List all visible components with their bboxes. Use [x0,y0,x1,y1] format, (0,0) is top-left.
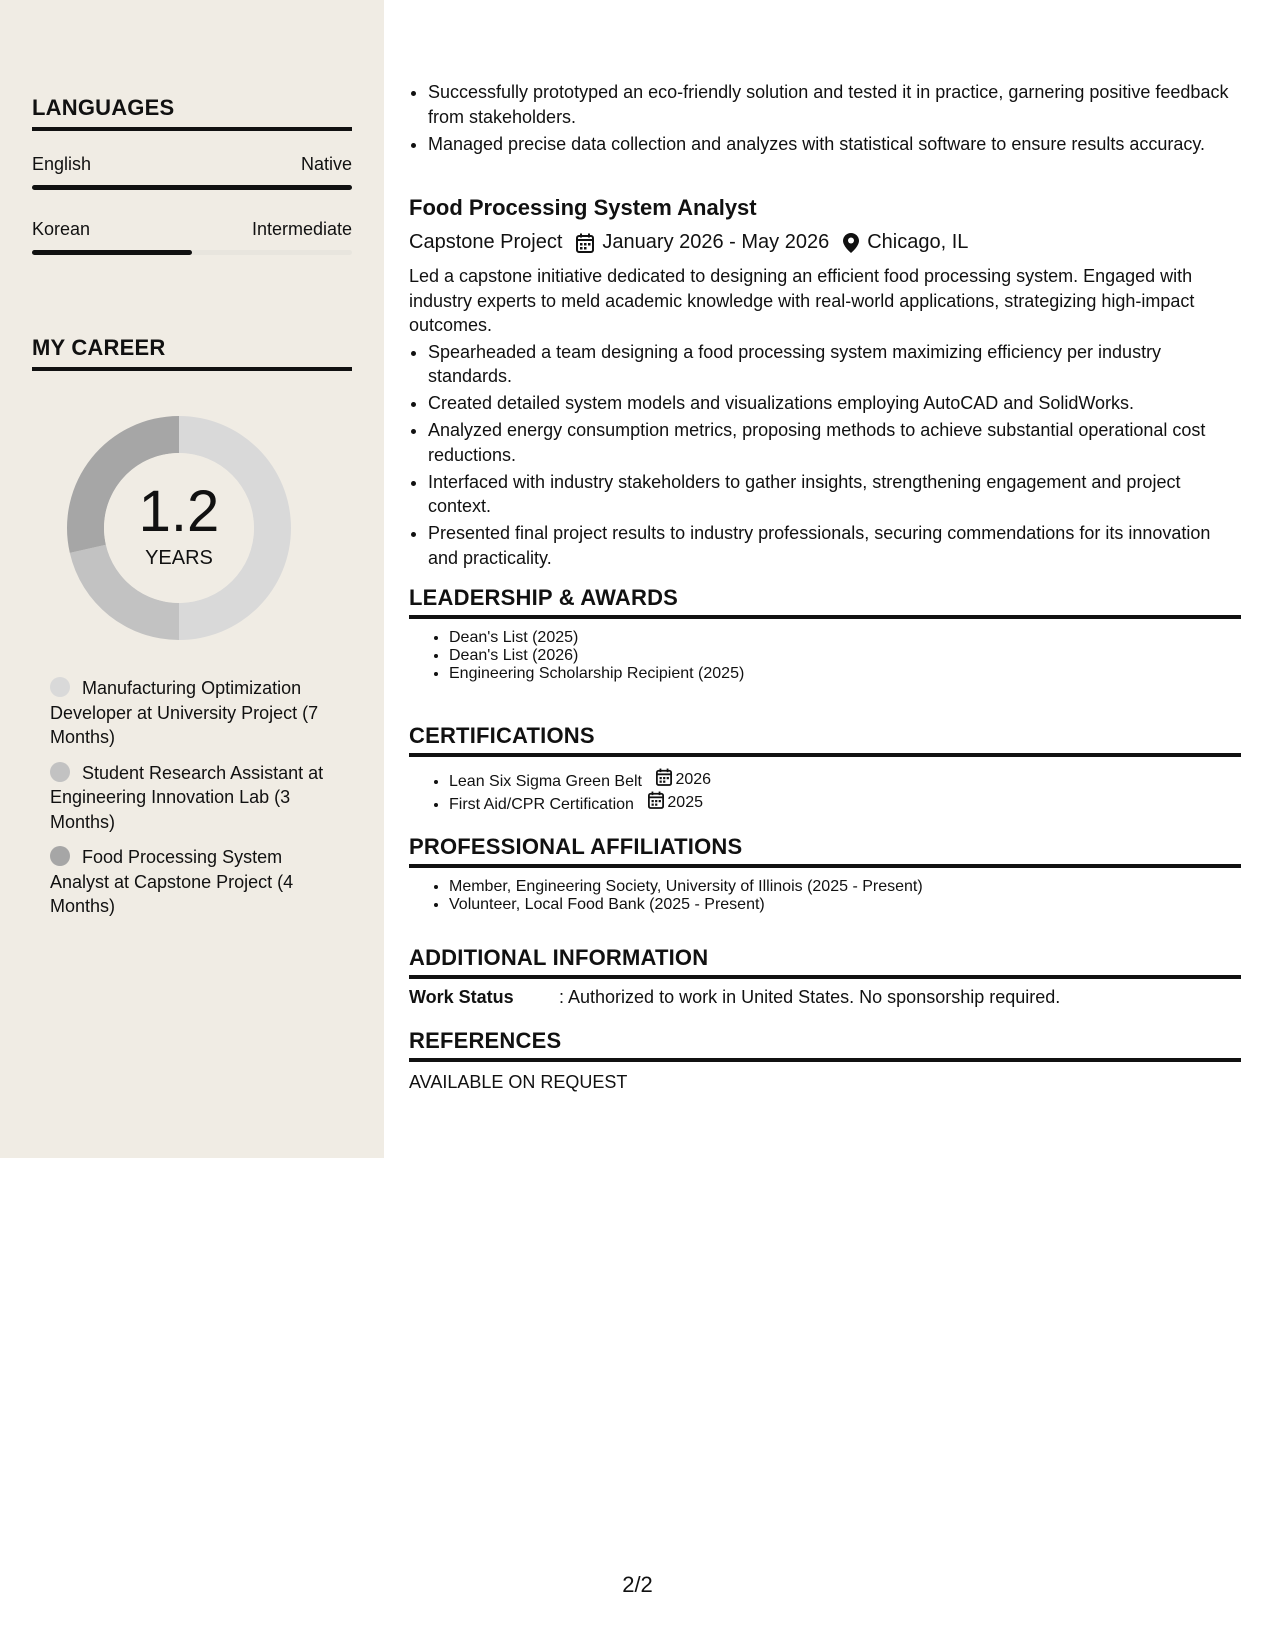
language-proficiency-bar [32,250,352,255]
career-legend-item [50,845,330,919]
additional-info-section [409,945,1241,1008]
list-item: • Member, Engineering Society, University of Illinois (2025 - Present) [449,878,1241,896]
calendar-icon [576,233,594,253]
work-status-label: Work Status [409,987,514,1007]
sidebar [0,0,384,1158]
cert-date [648,791,703,814]
cert-year: 2025 [667,793,703,811]
language-item [32,219,352,255]
job-location: Chicago, IL [867,231,969,253]
affiliations-heading: PROFESSIONAL AFFILIATIONS [409,834,1241,868]
job-entry [409,195,1241,573]
list-item: • Dean's List (2026) [449,647,1241,665]
bullet-item: • Analyzed energy consumption metrics, proposing methods to achieve substantial operational cost reductions. [428,418,1241,467]
career-section [32,335,352,371]
work-status-value: : Authorized to work in United States. No sponsorship required. [559,987,1061,1007]
legend-dot [50,677,70,697]
calendar-icon [656,768,672,791]
job-bullets [409,340,1241,571]
cert-year: 2026 [675,770,712,788]
cert-name: Lean Six Sigma Green Belt [449,773,642,790]
career-heading: MY CAREER [32,335,352,371]
references-heading: REFERENCES [409,1028,1241,1062]
cert-item [449,791,1241,814]
bullet-item: • Successfully prototyped an eco-friendly solution and tested it in practice, garnering positive feedback from stakeholders. [428,80,1241,129]
career-legend-item [50,676,330,750]
career-total-value: 1.2 [138,478,220,544]
job-company: Capstone Project [409,231,563,253]
bullet-item: • Spearheaded a team designing a food processing system maximizing efficiency per industry standards. [428,340,1241,389]
additional-info-heading: ADDITIONAL INFORMATION [409,945,1241,979]
language-proficiency-bar [32,185,352,190]
cert-date [656,768,711,791]
bullet-item: • Created detailed system models and visualizations employing AutoCAD and SolidWorks. [428,391,1241,416]
certifications-list [409,768,1241,814]
prev-job-bullets [409,80,1241,156]
certifications-heading: CERTIFICATIONS [409,723,1241,757]
calendar-icon [648,791,664,814]
cert-item [449,768,1241,791]
career-legend [50,676,330,930]
list-item: • Volunteer, Local Food Bank (2025 - Present) [449,896,1241,914]
language-level: Native [300,154,352,174]
language-proficiency-fill [32,250,192,255]
career-legend-label: Manufacturing Optimization Developer at University Project (7 Months) [50,678,319,747]
job-meta [409,231,1241,254]
career-total-unit: YEARS [145,546,213,569]
leadership-section [409,585,1241,699]
list-item: • Dean's List (2025) [449,629,1241,647]
career-legend-label: Food Processing System Analyst at Capstone Project (4 Months) [50,847,294,916]
languages-heading: LANGUAGES [32,95,352,131]
legend-dot [50,846,70,866]
leadership-heading: LEADERSHIP & AWARDS [409,585,1241,619]
languages-section [32,95,352,255]
references-text: AVAILABLE ON REQUEST [409,1072,628,1092]
career-legend-label: Student Research Assistant at Engineering Innovation Lab (3 Months) [50,762,324,832]
references-section [409,1028,1241,1093]
bullet-item: • Presented final project results to industry professionals, securing commendations for its innovation and practicality. [428,521,1241,570]
career-legend-item [50,761,330,835]
language-name: Korean [32,219,91,239]
map-pin-icon [843,233,859,253]
work-status-row [409,987,1241,1008]
language-proficiency-fill [32,185,352,190]
language-item [32,154,352,190]
career-donut-chart [66,415,292,641]
language-level: Intermediate [251,219,352,239]
legend-dot [50,762,70,782]
experience-continuation [409,80,1241,159]
affiliations-list [409,878,1241,914]
bullet-item: • Managed precise data collection and analyzes with statistical software to ensure results accuracy. [428,132,1241,157]
donut-center-label [66,415,292,641]
list-item: • Engineering Scholarship Recipient (2025) [449,665,1241,683]
affiliations-section [409,834,1241,930]
leadership-list [409,629,1241,683]
job-title: Food Processing System Analyst [409,195,757,220]
page-number: 2/2 [622,1572,653,1597]
language-name: English [32,154,92,174]
job-dates: January 2026 - May 2026 [602,231,830,253]
certifications-section [409,723,1241,830]
job-description: Led a capstone initiative dedicated to designing an efficient food processing system. Engaged with industry experts to meld academic knowledge with real-world applications, strategizing high-impact outcomes. [409,266,1195,335]
bullet-item: • Interfaced with industry stakeholders to gather insights, strengthening engagement and project context. [428,470,1241,519]
cert-name: First Aid/CPR Certification [449,796,634,813]
